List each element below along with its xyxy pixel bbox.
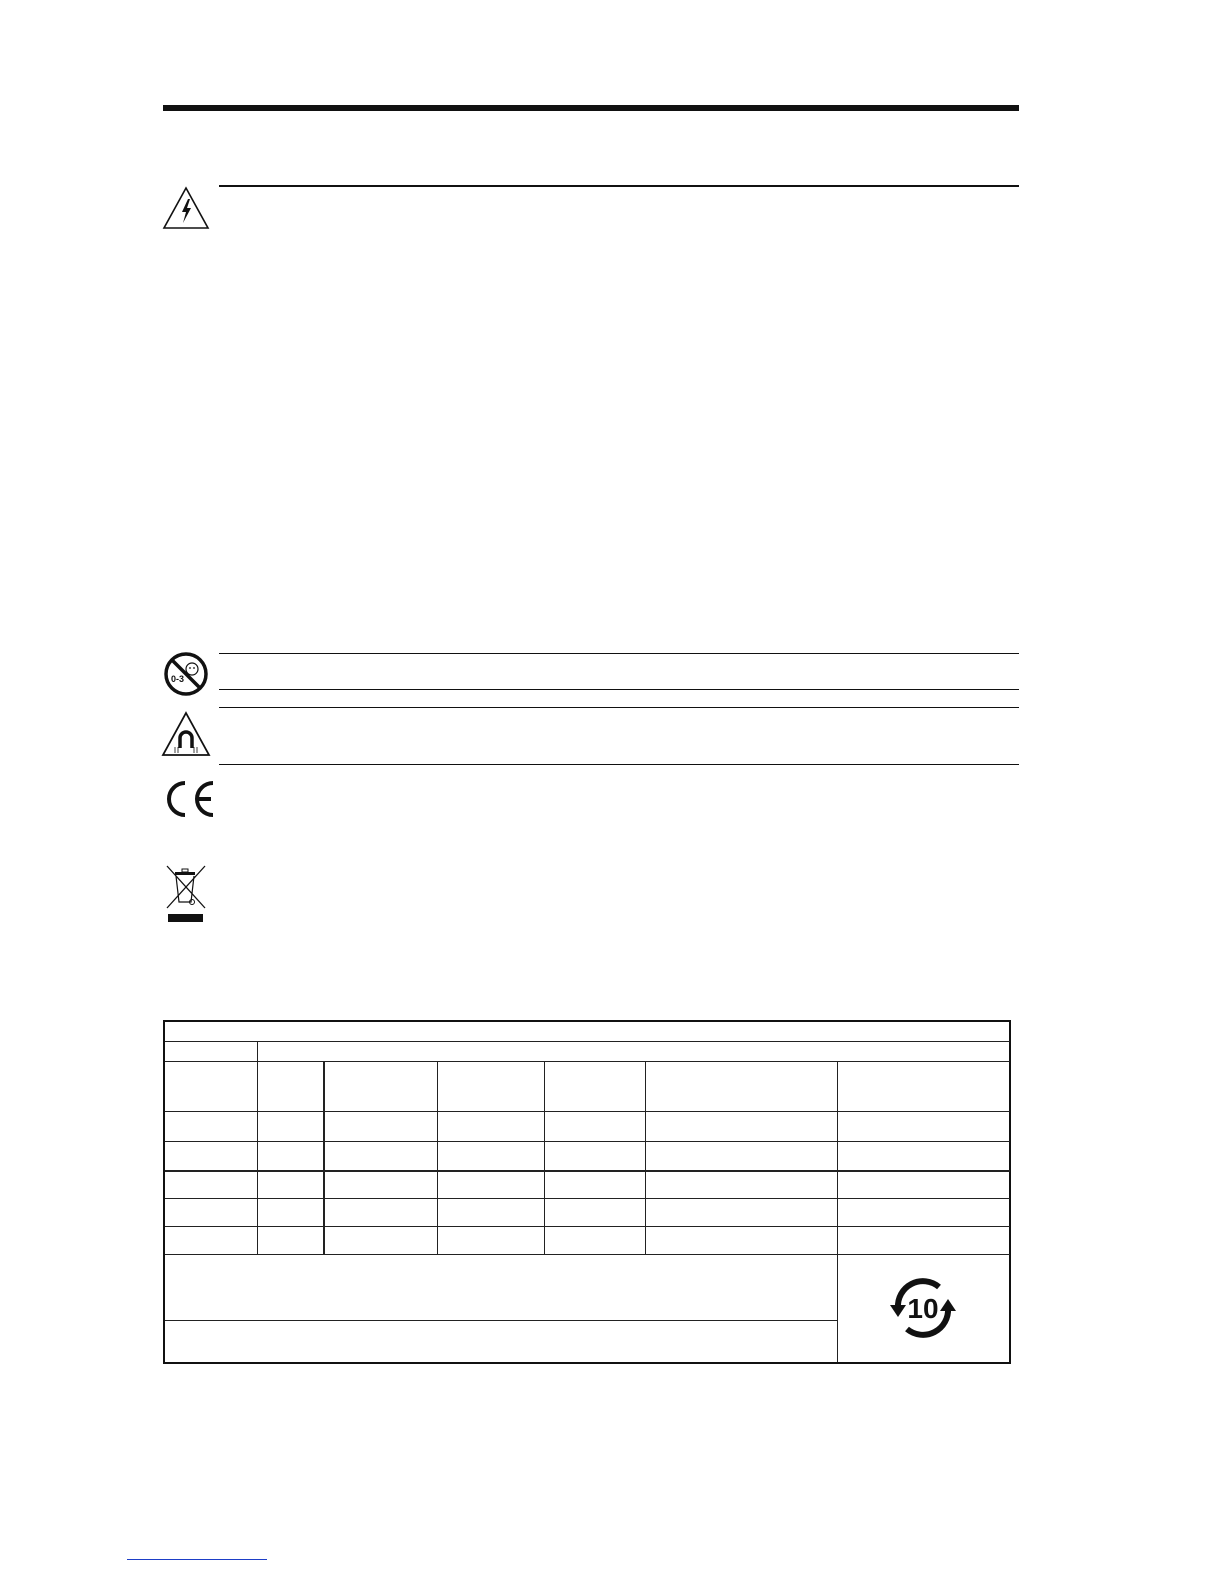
table-col-divider [323,1062,325,1254]
small-parts-top-rule [219,653,1019,654]
table-col-divider [437,1062,438,1254]
table-col-divider [837,1062,838,1362]
table-row-divider [165,1198,1010,1199]
footer-link-underline[interactable] [127,1559,267,1560]
magnet-warning-icon [160,710,212,758]
page-top-rule [163,105,1019,111]
ce-mark-icon [162,780,216,818]
table-header-divider [165,1061,1010,1062]
table-row-divider [165,1226,1010,1227]
table-row-divider [165,1111,1010,1112]
environment-friendly-use-period-10-icon [884,1272,962,1344]
magnet-top-rule [219,707,1019,708]
epup-years-label: 10 [907,1293,939,1324]
electric-shock-warning-icon [162,185,210,231]
no-children-0-3-icon [162,650,210,698]
table-title-divider [165,1041,1010,1042]
table-col-divider [645,1062,646,1254]
age-range-label: 0-3 [171,674,185,684]
small-parts-bottom-rule [219,689,1019,690]
table-row-divider [165,1170,1010,1172]
table-col-divider [544,1062,545,1254]
table-note-divider [165,1320,837,1321]
table-body-bottom [165,1254,1010,1255]
table-row-divider [165,1141,1010,1142]
warning-section-rule [219,185,1019,187]
magnet-bottom-rule [219,764,1019,765]
crossed-out-wheelie-bin-icon [163,862,209,924]
table-col-divider [257,1042,258,1254]
